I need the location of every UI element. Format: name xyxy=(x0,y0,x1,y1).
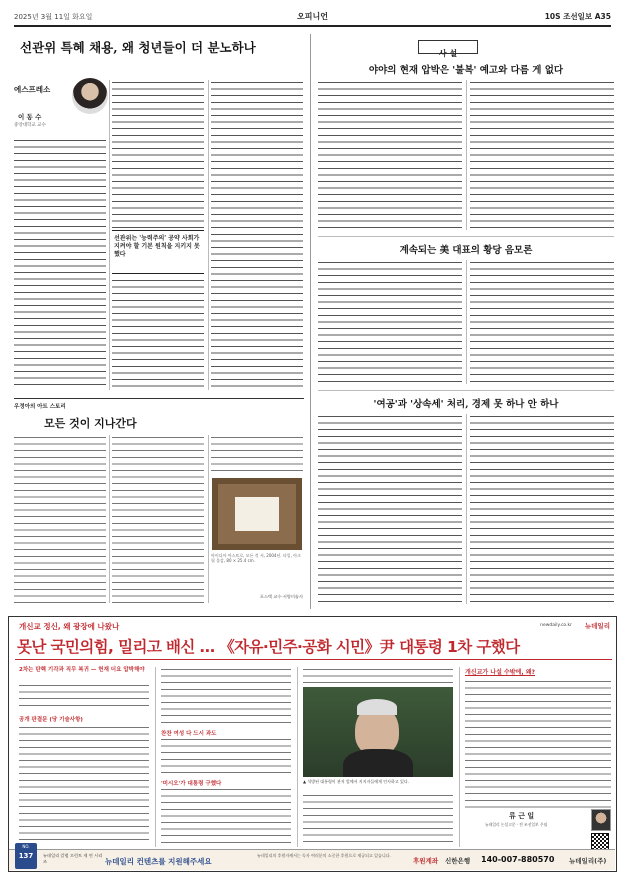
column-body-1 xyxy=(14,138,106,390)
editorial-title-2: 계속되는 美 대표의 황당 음모론 xyxy=(399,245,533,256)
art-body-3 xyxy=(211,435,303,475)
editorial-body-2b xyxy=(470,260,614,384)
ad-col2-heading: 찬찬 여성 다 드시 과도 xyxy=(161,731,217,737)
pull-quote xyxy=(112,230,204,274)
ad-bottom-left: 뉴데일리 칼럼 프런트 제 연 시리즈 xyxy=(43,853,103,864)
column-category: 에스프레소 xyxy=(14,85,51,94)
editorial-body-3a xyxy=(318,414,462,604)
artwork-panel xyxy=(235,497,279,531)
section-name: 오피니언 xyxy=(297,12,328,21)
ad-account-label: 후원계좌 xyxy=(413,857,439,865)
ad-author-photo xyxy=(591,809,611,831)
ad-photo xyxy=(303,687,453,777)
artwork-caption: 아이디아 아스트로, 모든 것 서, 2004년. 타일, 아크릴 물감, 80 × 25.4 cm. xyxy=(211,553,301,564)
editorial-label-box xyxy=(418,40,478,58)
pull-quote-text: 선관위는 '능력주의' 공약 사회가 지켜야 할 기본 원칙을 지키지 못했다 xyxy=(114,235,200,258)
art-byline: 포스텍 교수·서양미술사 xyxy=(259,594,303,599)
editorial-body-1a xyxy=(318,80,462,230)
editorial-title-3: '여공'과 '상속세' 처리, 경제 못 하나 안 하나 xyxy=(373,399,559,410)
editorial-label: 사 설 xyxy=(438,48,458,58)
ad-badge-label: NO. xyxy=(22,844,30,849)
column-body-3 xyxy=(112,278,204,390)
ad-tagline: 개신교 정신, 왜 광장에 나왔나 xyxy=(19,622,120,631)
editorial-body-3b xyxy=(470,414,614,604)
column-body-4 xyxy=(211,80,303,390)
page-number: 10S 조선일보 A35 xyxy=(544,12,611,21)
left-headline: 선관위 특혜 채용, 왜 청년들이 더 분노하나 xyxy=(20,40,256,55)
art-story-category: 우정아의 아트 스토리 xyxy=(14,404,66,410)
advertisement xyxy=(8,616,617,872)
ad-badge-number: 137 xyxy=(18,852,34,860)
ad-author-desc: 뉴데일리 논설고문 · 전 조선일보 주필 xyxy=(485,822,548,827)
ad-badge xyxy=(15,843,37,869)
column-body-2 xyxy=(112,80,204,228)
ad-account-holder: 뉴데일리(주) xyxy=(569,857,607,865)
ad-brand: 뉴데일리 xyxy=(584,622,610,630)
editorial-body-2a xyxy=(318,260,462,384)
art-body-2 xyxy=(112,435,204,603)
ad-headline: 못난 국민의힘, 밀리고 배신 … 《자유·민주·공화 시민》尹 대통령 1차 구했다 xyxy=(17,638,520,656)
artwork-image xyxy=(212,478,302,550)
editorial-title-1: 야야의 현재 압박은 '불복' 예고와 다름 게 없다 xyxy=(368,65,564,76)
ad-right-heading: 개신교가 나설 수밖에, 왜? xyxy=(465,669,535,676)
ad-support-text: 뉴데일리 컨텐츠를 지원해주세요 xyxy=(105,857,212,866)
issue-date: 2025년 3월 11일 화요일 xyxy=(14,13,93,21)
ad-col2-heading-2: '미시오'가 대통령 구했다 xyxy=(161,781,222,787)
author-name: 이 동 수 xyxy=(18,113,42,121)
ad-bank: 신한은행 xyxy=(445,857,471,865)
ad-author-name: 류 근 일 xyxy=(509,812,535,820)
ad-site: newdaily.co.kr xyxy=(540,623,572,628)
ad-col1-heading-2: 공개 판결문 (당 기술사항) xyxy=(19,717,83,723)
ad-col1-heading: 2차는 탄핵 기각과 직무 복귀 — 헌재 더요 압박해야 xyxy=(19,667,145,673)
art-story-headline: 모든 것이 지나간다 xyxy=(44,417,137,430)
ad-account-number: 140-007-880570 xyxy=(481,855,555,864)
ad-photo-caption: ▲ 석방된 대통령이 관저 앞에서 지지자들에게 인사하고 있다. xyxy=(303,779,409,784)
author-title: 중앙대학교 교수 xyxy=(14,123,46,128)
ad-bottom-note: 뉴데일리의 후원자께서는 독자 여러분의 소중한 후원으로 제공되고 있습니다. xyxy=(257,853,391,858)
editorial-body-1b xyxy=(470,80,614,230)
art-body-1 xyxy=(14,435,106,603)
author-photo xyxy=(72,78,108,114)
page-header xyxy=(14,5,611,27)
